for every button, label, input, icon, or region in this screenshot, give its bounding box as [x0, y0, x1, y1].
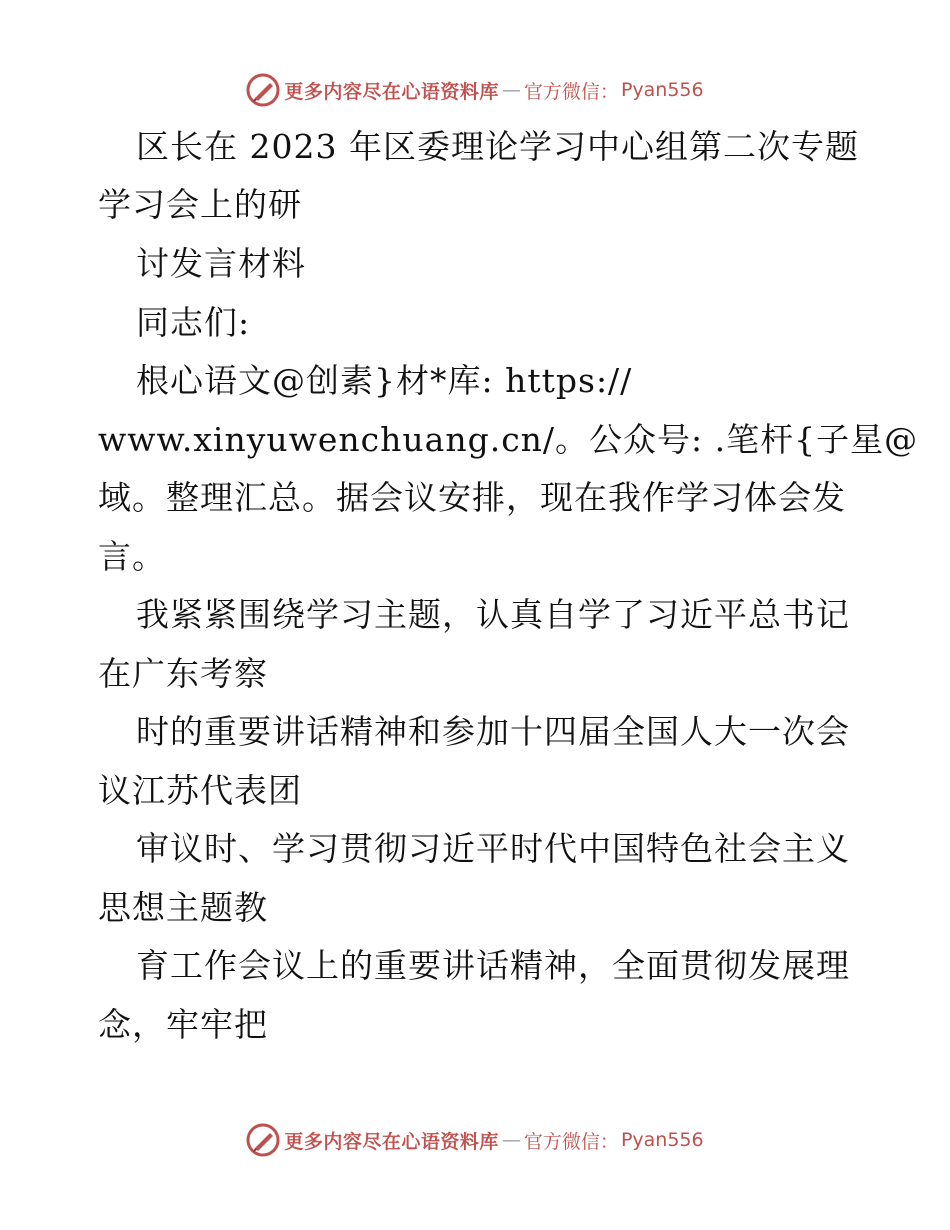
paragraph-line: www.xinyuwenchuang.cn/。公众号: .笔杆{子星@	[98, 420, 919, 459]
title-line-2: 学习会上的研	[98, 185, 302, 224]
paragraph-line: 议江苏代表团	[98, 771, 302, 810]
banner-title: 更多内容尽在心语资料库	[284, 80, 499, 103]
footer-banner	[0, 1120, 950, 1160]
paragraph-line: 我紧紧围绕学习主题，认真自学了习近平总书记	[136, 595, 850, 634]
header-banner	[0, 70, 950, 110]
title-line-1: 区长在 2023 年区委理论学习中心组第二次专题	[136, 127, 859, 166]
paragraph-line: 言。	[98, 537, 166, 576]
paragraph-line: 思想主题教	[98, 888, 268, 927]
paragraph-line: 根心语文@创素}材*库: https://	[136, 361, 633, 400]
banner-wechat-label: 官方微信：	[523, 80, 619, 103]
banner-separator: —	[501, 79, 521, 101]
title-line-3: 讨发言材料	[136, 244, 306, 283]
salutation: 同志们:	[136, 303, 251, 342]
banner-wechat-id: Pyan556	[620, 79, 704, 101]
paragraph-line: 审议时、学习贯彻习近平时代中国特色社会主义	[136, 829, 850, 868]
pen-logo-icon	[246, 73, 280, 107]
paragraph-line: 在广东考察	[98, 654, 268, 693]
pen-logo-icon	[246, 1123, 280, 1157]
paragraph-line: 域。整理汇总。据会议安排，现在我作学习体会发	[98, 478, 846, 517]
banner-separator: —	[501, 1129, 521, 1151]
paragraph-line: 时的重要讲话精神和参加十四届全国人大一次会	[136, 712, 850, 751]
paragraph-line: 念，牢牢把	[98, 1005, 268, 1044]
paragraph-line: 育工作会议上的重要讲话精神，全面贯彻发展理	[136, 946, 850, 985]
banner-wechat-id: Pyan556	[620, 1129, 704, 1151]
banner-title: 更多内容尽在心语资料库	[284, 1130, 499, 1153]
banner-wechat-label: 官方微信：	[523, 1130, 619, 1153]
